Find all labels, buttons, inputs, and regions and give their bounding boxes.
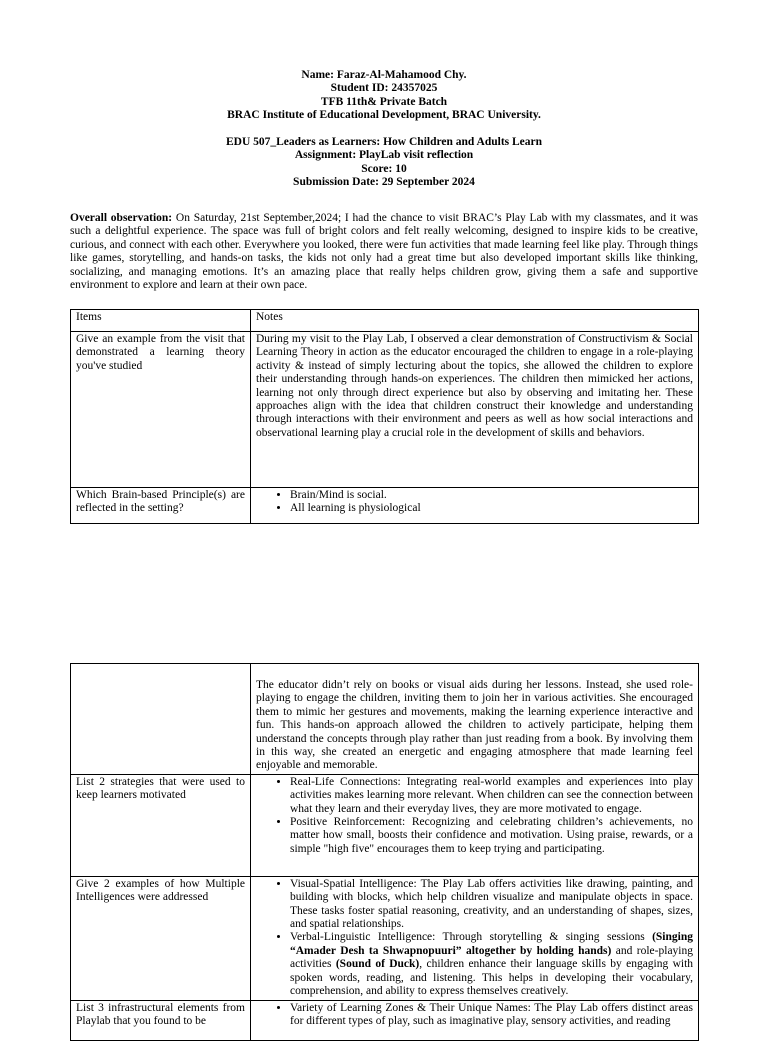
notes-header: Notes: [251, 310, 699, 332]
list-item: [290, 931, 693, 998]
reflection-table-1: [70, 309, 699, 524]
mi-text-c: and role-playing activities: [290, 944, 693, 971]
table-row: [71, 332, 699, 488]
list-item: • Real-Life Connections: Integrating real-world examples and experiences into play activities makes learning more relevant. When children can see the connection between what they learn and their everyday lives, they are more motivated to engage.: [290, 776, 693, 816]
multiple-intelligences-list: [256, 878, 693, 999]
table-row: [71, 488, 699, 524]
table-row: [71, 876, 699, 1000]
student-name: Name: Faraz-Al-Mahamood Chy.: [301, 69, 467, 81]
multiple-intelligences-note: [251, 876, 699, 1000]
score: Score: 10: [361, 162, 407, 175]
infrastructure-item: List 3 infrastructural elements from Playlab that you found to be: [71, 1000, 251, 1040]
reflection-table-2: [70, 663, 699, 1041]
continued-note: The educator didn’t rely on books or visual aids during her lessons. Instead, she used role-playing to engage the children, inviting them to join her in various activities. She encouraged them to mimic her gestures and movements, making the learning experience interactive and fun. This hands-on approach allowed the children to actively participate, helping them understand the concepts through play rather than just reading from a book. By involving them in this way, she created an energetic and engaging atmosphere that made learning feel enjoyable and memorable.: [251, 664, 699, 775]
brain-principle-item: Which Brain-based Principle(s) are reflected in the setting?: [71, 488, 251, 524]
submission-date: Submission Date: 29 September 2024: [293, 176, 475, 189]
overall-observation: [70, 212, 698, 292]
list-item: • Visual-Spatial Intelligence: The Play Lab offers activities like drawing, painting, and building with blocks, which help children visualize and manipulate objects in space. These tasks foster spatial reasoning, creativity, and an understanding of shapes, sizes, and spatial relationships.: [290, 878, 693, 932]
mi-bold-duck: (Sound of Duck): [335, 958, 420, 971]
mi-text-e: , children enhance their language skills by engaging with spoken words, reading, and listening. This helps in developing their vocabulary, comprehension, and ability to express themselves creatively.: [290, 958, 694, 998]
table-row: [71, 1000, 699, 1040]
learning-theory-note: During my visit to the Play Lab, I observed a clear demonstration of Constructivism & Social Learning Theory in action as the educator encouraged the children to engage in a role-playing activity & instead of simply lecturing about the topics, she allowed the children to explore their understanding through hands-on experiences. The children then mimicked her actions, learning not only through direct experience but also by observing and imitating her. These approaches align with the idea that children construct their knowledge and understanding through interactions with their environment and peers as well as how social interactions and observational learning play a crucial role in the development of skills and behaviors.: [251, 332, 699, 488]
mi-text-a: Verbal-Linguistic Intelligence: Through storytelling & singing sessions: [290, 931, 653, 944]
items-header: Items: [71, 310, 251, 332]
brain-principle-list: [256, 489, 693, 516]
overall-text: On Saturday, 21st September,2024; I had the chance to visit BRAC’s Play Lab with my classmates, and it was such a delightful experience. The space was full of bright colors and felt really welcoming, designed to inspire kids to be creative, curious, and connect with each other. Everywhere you looked, there were fun activities that made learning feel like play. Through things like games, storytelling, and hands-on tasks, the kids not only had a great time but also developed important skills like thinking, socializing, and managing emotions. It’s an amazing place that really helps children grow, giving them a safe and supportive environment to explore and learn at their own pace.: [70, 212, 699, 292]
batch: TFB 11th& Private Batch: [320, 95, 448, 108]
course-block: [70, 136, 698, 190]
multiple-intelligences-item: Give 2 examples of how Multiple Intelligences were addressed: [71, 876, 251, 1000]
list-item: • All learning is physiological: [290, 502, 693, 515]
infrastructure-note: [251, 1000, 699, 1040]
mi-bold-song: (Singing “Amader Desh ta Shwapnopuuri” altogether by holding hands): [290, 931, 693, 957]
motivation-item: List 2 strategies that were used to keep learners motivated: [71, 774, 251, 876]
motivation-list: [256, 776, 693, 856]
student-id: Student ID: 24357025: [330, 82, 438, 95]
course-title: EDU 507_Leaders as Learners: How Children and Adults Learn: [225, 136, 543, 148]
infrastructure-list: [256, 1002, 693, 1029]
learning-theory-item: Give an example from the visit that demonstrated a learning theory you've studied: [71, 332, 251, 488]
brain-principle-note: [251, 488, 699, 524]
table-header-row: [71, 310, 699, 332]
header-block: [70, 69, 698, 123]
table-row: [71, 774, 699, 876]
institute: BRAC Institute of Educational Development, BRAC University.: [227, 109, 541, 122]
motivation-note: [251, 774, 699, 876]
table-row: [71, 664, 699, 775]
list-item: • Variety of Learning Zones & Their Unique Names: The Play Lab offers distinct areas for different types of play, such as imaginative play, sensory activities, and reading: [290, 1002, 693, 1029]
list-item: • Brain/Mind is social.: [290, 489, 693, 502]
overall-label: Overall observation:: [70, 212, 173, 224]
assignment-title: Assignment: PlayLab visit reflection: [294, 149, 474, 162]
list-item: • Positive Reinforcement: Recognizing and celebrating children’s achievements, no matter how small, boosts their confidence and motivation. Using praise, rewards, or a simple "high five" encourages them to keep trying and participating.: [290, 816, 693, 856]
continued-item-cell: [71, 664, 251, 775]
